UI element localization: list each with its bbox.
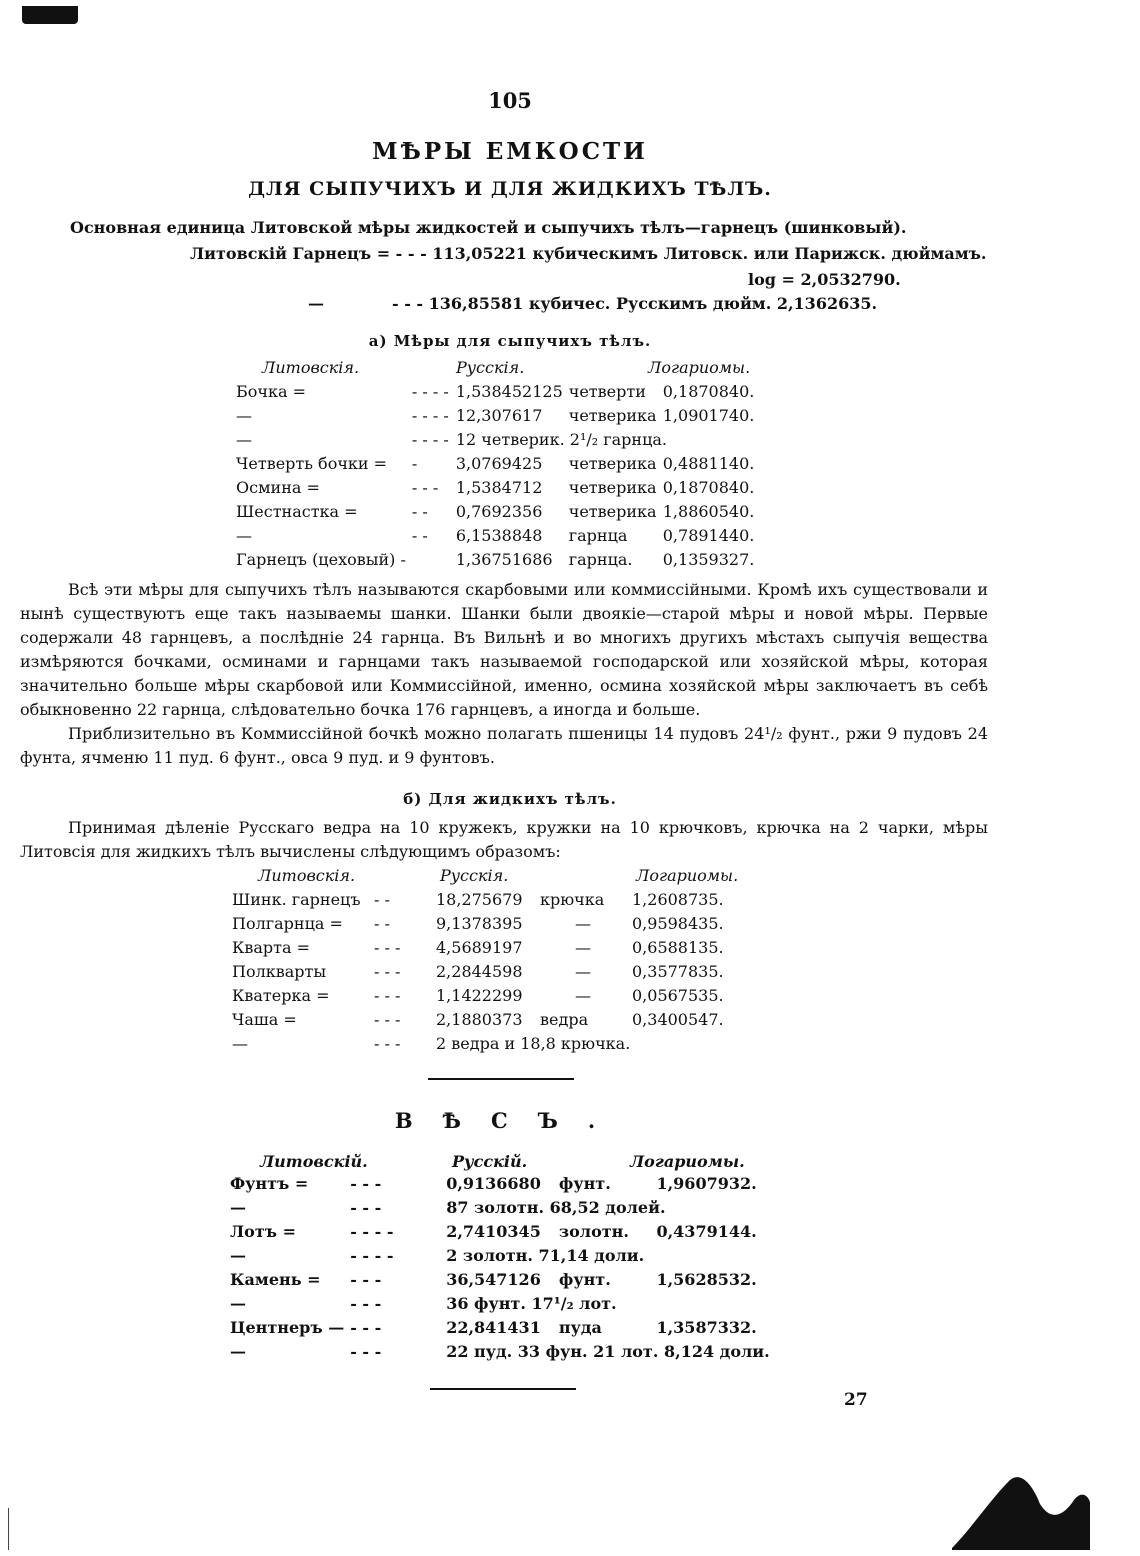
cell-unit: —	[575, 962, 591, 981]
table-row	[230, 1340, 776, 1364]
corner-ink-mark	[22, 6, 78, 24]
cell-log: 0,3577835.	[632, 962, 724, 981]
weight-title: ВѢСЪ.	[394, 1108, 626, 1133]
cell-name: Центнеръ —	[230, 1318, 345, 1337]
cell-name: Камень =	[230, 1270, 321, 1289]
cell-log: 1,9607932.	[656, 1174, 757, 1193]
cell-name: Шестнастка =	[236, 502, 358, 521]
cell-log: 0,4379144.	[656, 1222, 757, 1241]
signature-number: 27	[844, 1390, 868, 1410]
table-row	[230, 1292, 776, 1316]
cell-log: 0,1870840.	[662, 478, 755, 497]
cell-dots	[412, 548, 456, 572]
intro-line-1: Основная единица Литовской мѣры жидкостей и сыпучихъ тѣлъ—гарнецъ (шинковый).	[70, 218, 907, 237]
cell-value: 36 фунт. 17¹/₂ лот.	[446, 1294, 617, 1313]
dry-paragraph-1: Всѣ эти мѣры для сыпучихъ тѣлъ называются скарбовыми или коммиссійными. Кромѣ ихъ существовали и нынѣ существуютъ еще такъ называемы шанки. Шанки были двоякіе—старой мѣры и новой мѣры. Первые содержали 48 гарнцевъ, а послѣдніе 24 гарнца. Въ Вильнѣ и во многихъ другихъ мѣстахъ сыпучія вещества измѣряются бочками, осминами и гарнцами такъ называемой господарской или хозяйской мѣры, которая значительно больше мѣры скарбовой или Коммиссійной, именно, осмина хозяйской мѣры заключаетъ въ себѣ обыкновенно 22 гарнца, слѣдовательно бочка 176 гарнцевъ, а иногда и больше.	[20, 580, 988, 719]
page-number: 105	[488, 88, 532, 113]
cell-unit: пуда	[558, 1318, 602, 1337]
cell-unit: четверика	[568, 478, 657, 497]
cell-unit: четверика	[568, 406, 657, 425]
cell-unit: крючка	[540, 890, 605, 909]
section-divider	[428, 1078, 574, 1080]
cell-dots: - -	[411, 502, 428, 521]
cell-dots: - - -	[350, 1270, 382, 1289]
liquid-colhead-lithuanian: Литовскія.	[258, 866, 356, 885]
cell-log: 1,3587332.	[656, 1318, 757, 1337]
cell-name: —	[232, 1034, 248, 1053]
cell-unit: —	[575, 986, 591, 1005]
intro-line-4: - - - 136,85581 кубичес. Русскимъ дюйм. 2,1362635.	[392, 294, 878, 313]
cell-log: 0,1870840.	[662, 382, 755, 401]
cell-value: 2,2844598	[436, 962, 523, 981]
cell-name: Полгарнца =	[232, 914, 343, 933]
cell-unit: фунт.	[558, 1270, 611, 1289]
table-row	[236, 428, 773, 452]
cell-log: 1,5628532.	[656, 1270, 757, 1289]
dry-heading: а) Мѣры для сыпучихъ тѣлъ.	[368, 332, 652, 350]
cell-dots: - - - -	[350, 1246, 394, 1265]
table-row	[230, 1244, 776, 1268]
liquid-notes	[20, 816, 988, 864]
cell-value: 12 четверик. 2¹/₂ гарнца.	[455, 430, 667, 449]
cell-dots: - - -	[374, 938, 401, 957]
weight-measures-table	[230, 1172, 776, 1364]
cell-log: 1,2608735.	[632, 890, 724, 909]
cell-log: 0,0567535.	[632, 986, 724, 1005]
table-row	[232, 960, 742, 984]
cell-name: Бочка =	[236, 382, 306, 401]
cell-name: Лотъ =	[230, 1222, 296, 1241]
weight-colhead-russian: Русскій.	[452, 1152, 528, 1171]
dry-colhead-russian: Русскія.	[456, 358, 525, 377]
cell-name: —	[230, 1246, 246, 1265]
table-row	[236, 524, 773, 548]
cell-dots: - - -	[350, 1342, 382, 1361]
cell-unit: гарнца.	[568, 550, 633, 569]
cell-log: 0,1359327.	[662, 550, 755, 569]
cell-name: —	[236, 430, 252, 449]
cell-dots: - - - -	[411, 382, 449, 401]
cell-dots: - -	[374, 890, 390, 909]
cell-value: 0,7692356	[455, 502, 543, 521]
cell-value: 1,538452125	[455, 382, 563, 401]
cell-dots: - - -	[350, 1198, 382, 1217]
liquid-colhead-russian: Русскія.	[440, 866, 509, 885]
cell-name: Осмина =	[236, 478, 320, 497]
weight-colhead-log: Логариомы.	[630, 1152, 745, 1171]
cell-value: 12,307617	[455, 406, 543, 425]
dry-measures-table	[236, 380, 773, 572]
dry-paragraph-2: Приблизительно въ Коммиссійной бочкѣ можно полагать пшеницы 14 пудовъ 24¹/₂ фунт., ржи 9 пудовъ 24 фунта, ячменю 11 пуд. 6 фунт., овса 9 пуд. и 9 фунтовъ.	[20, 724, 988, 767]
liquid-measures-table	[232, 888, 742, 1056]
table-row	[232, 984, 742, 1008]
cell-value: 1,5384712	[455, 478, 543, 497]
dry-colhead-log: Логариомы.	[648, 358, 751, 377]
cell-dots: - - -	[374, 986, 401, 1005]
cell-unit: четверика	[568, 454, 657, 473]
cell-value: 9,1378395	[436, 914, 523, 933]
cell-dots: - - -	[374, 1010, 401, 1029]
table-row	[230, 1220, 776, 1244]
table-row	[232, 888, 742, 912]
cell-value: 22 пуд. 33 фун. 21 лот. 8,124 доли.	[446, 1342, 770, 1361]
cell-value: 87 золотн. 68,52 долей.	[446, 1198, 666, 1217]
table-row	[230, 1172, 776, 1196]
ink-blot-shape	[950, 1470, 1090, 1550]
cell-dots: - - - -	[411, 406, 449, 425]
cell-value: 2,1880373	[436, 1010, 523, 1029]
cell-dots: - - - -	[350, 1222, 394, 1241]
page-title: МѢРЫ ЕМКОСТИ	[372, 138, 648, 165]
cell-dots: - - -	[411, 478, 439, 497]
cell-name: Кватерка =	[232, 986, 330, 1005]
table-row	[232, 1032, 742, 1056]
cell-name: Полкварты	[232, 962, 327, 981]
cell-dots: - -	[411, 526, 428, 545]
cell-value: 22,841431	[446, 1318, 541, 1337]
cell-log: 1,8860540.	[662, 502, 755, 521]
dry-notes	[20, 578, 988, 770]
cell-unit: ведра	[540, 1010, 589, 1029]
cell-unit: гарнца	[568, 526, 628, 545]
cell-unit: четверти	[568, 382, 646, 401]
liquid-paragraph: Принимая дѣленіе Русскаго ведра на 10 кружекъ, кружки на 10 крючковъ, крючка на 2 чарки, мѣры Литовсія для жидкихъ тѣлъ вычислены слѣдующимъ образомъ:	[20, 818, 988, 861]
dry-colhead-lithuanian: Литовскія.	[262, 358, 360, 377]
table-row	[232, 912, 742, 936]
cell-log: 0,4881140.	[662, 454, 755, 473]
cell-name: Шинк. гарнецъ	[232, 890, 361, 909]
cell-value: 2 ведра и 18,8 крючка.	[436, 1034, 631, 1053]
cell-unit: четверика	[568, 502, 657, 521]
cell-dots: - - -	[350, 1318, 382, 1337]
cell-dots: - -	[374, 914, 390, 933]
cell-log: 1,0901740.	[662, 406, 755, 425]
table-row	[230, 1268, 776, 1292]
cell-dots: - - -	[374, 1034, 401, 1053]
table-row	[232, 936, 742, 960]
cell-unit: —	[575, 938, 591, 957]
table-row	[236, 500, 773, 524]
cell-name: —	[230, 1198, 246, 1217]
intro-line-2: Литовскій Гарнецъ = - - - 113,05221 кубическимъ Литовск. или Парижск. дюймамъ.	[190, 244, 987, 263]
cell-value: 18,275679	[436, 890, 523, 909]
cell-log: 0,6588135.	[632, 938, 724, 957]
cell-value: 1,1422299	[436, 986, 523, 1005]
scan-edge-line	[8, 1508, 9, 1550]
cell-dots: - - -	[350, 1174, 382, 1193]
intro-log: log = 2,0532790.	[748, 270, 901, 289]
cell-dots: -	[411, 454, 418, 473]
cell-value: 36,547126	[446, 1270, 541, 1289]
table-row	[236, 380, 773, 404]
cell-value: 2 золотн. 71,14 доли.	[446, 1246, 645, 1265]
table-row	[230, 1196, 776, 1220]
cell-log: 0,3400547.	[632, 1010, 724, 1029]
cell-name: Фунтъ =	[230, 1174, 309, 1193]
cell-value: 3,0769425	[455, 454, 543, 473]
cell-dots: - - - -	[411, 430, 449, 449]
table-row	[236, 452, 773, 476]
page-subtitle: ДЛЯ СЫПУЧИХЪ И ДЛЯ ЖИДКИХЪ ТѢЛЪ.	[248, 178, 772, 200]
cell-dots: - - -	[350, 1294, 382, 1313]
table-row	[236, 548, 773, 572]
cell-value: 0,9136680	[446, 1174, 541, 1193]
liquid-colhead-log: Логариомы.	[636, 866, 739, 885]
cell-value: 2,7410345	[446, 1222, 541, 1241]
table-row	[236, 404, 773, 428]
cell-log: 0,7891440.	[662, 526, 755, 545]
cell-name: Чаша =	[232, 1010, 297, 1029]
cell-name: —	[236, 406, 252, 425]
cell-value: 6,1538848	[455, 526, 543, 545]
intro-line-4-dash: —	[308, 294, 324, 313]
table-row	[236, 476, 773, 500]
cell-name: —	[230, 1294, 246, 1313]
liquid-heading: б) Для жидкихъ тѣлъ.	[403, 790, 617, 808]
cell-value: 1,36751686	[455, 550, 553, 569]
cell-log: 0,9598435.	[632, 914, 724, 933]
cell-unit: фунт.	[558, 1174, 611, 1193]
cell-name: Четверть бочки =	[236, 454, 388, 473]
cell-unit: —	[575, 914, 591, 933]
cell-name: Кварта =	[232, 938, 311, 957]
table-row	[232, 1008, 742, 1032]
table-row	[230, 1316, 776, 1340]
cell-name: Гарнецъ (цеховый) -	[236, 550, 406, 569]
cell-dots: - - -	[374, 962, 401, 981]
cell-unit: золотн.	[558, 1222, 629, 1241]
cell-value: 4,5689197	[436, 938, 523, 957]
cell-name: —	[230, 1342, 246, 1361]
weight-colhead-lithuanian: Литовскій.	[260, 1152, 368, 1171]
bottom-divider	[430, 1388, 576, 1390]
cell-name: —	[236, 526, 252, 545]
